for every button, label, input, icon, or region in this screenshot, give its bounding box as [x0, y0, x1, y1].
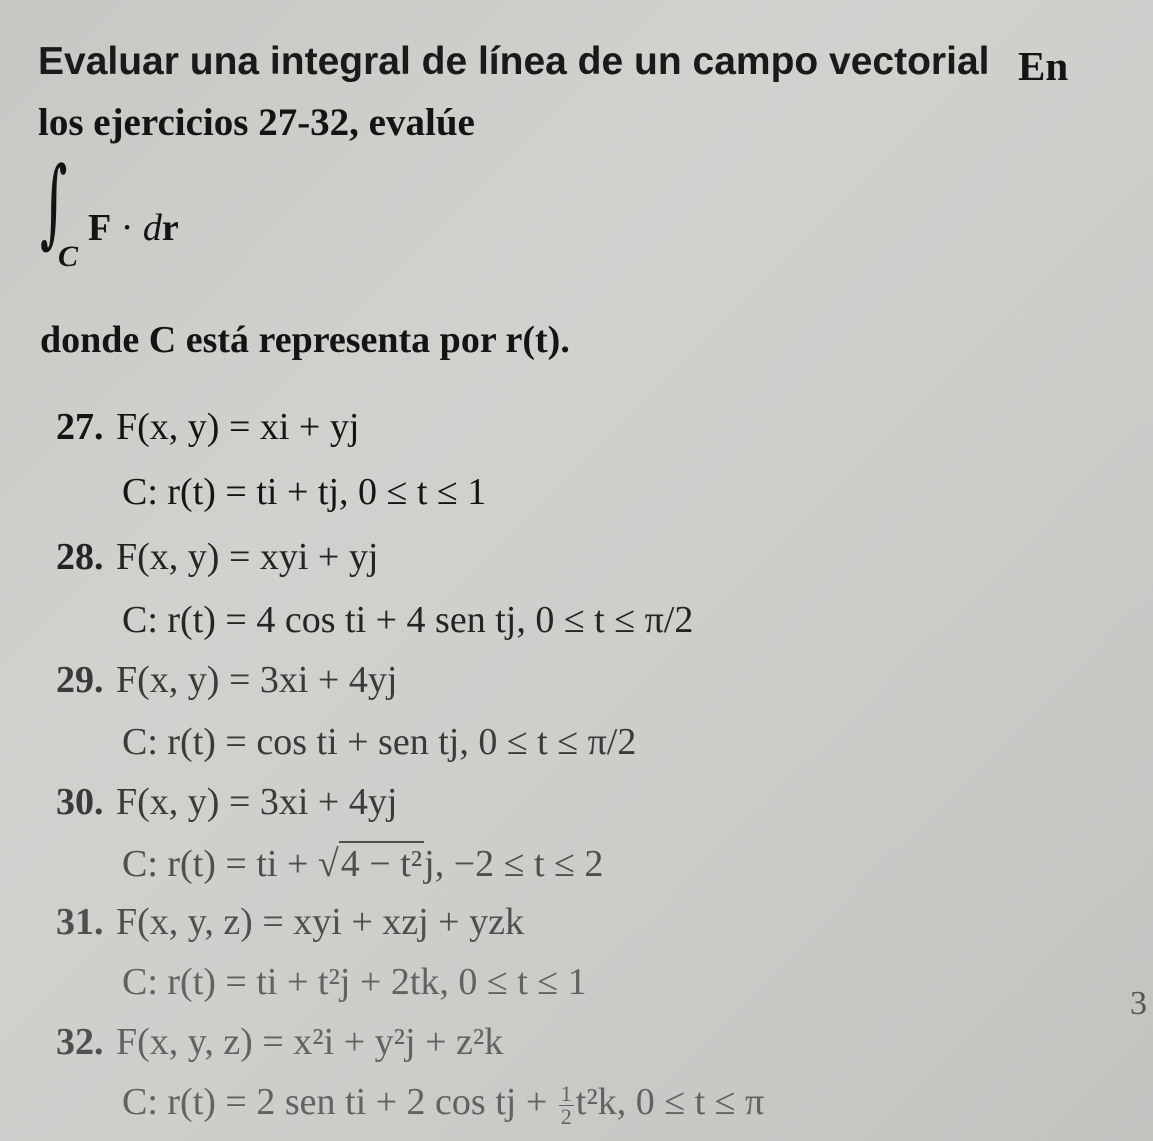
curve-part: t²k, 0 ≤ t ≤ π: [575, 1081, 765, 1123]
sqrt-radicand: 4 − t²: [340, 843, 423, 885]
integrand-F: F: [88, 207, 112, 249]
integrand-dot: ·: [111, 207, 143, 249]
fraction: [559, 1080, 574, 1129]
curve-part: j, −2 ≤ t ≤ 2: [424, 843, 604, 885]
curve-parametrization: C: r(t) = 4 cos ti + 4 sen tj, 0 ≤ t ≤ π/2: [122, 599, 694, 641]
vector-field: F(x, y, z) = xyi + xzj + yzk: [116, 901, 524, 943]
exercise-number: 28.: [56, 536, 104, 578]
curve-parametrization: C: r(t) = ti + tj, 0 ≤ t ≤ 1: [122, 471, 487, 513]
vector-field: F(x, y) = xi + yj: [116, 406, 360, 448]
section-heading-continuation: En: [1018, 43, 1069, 89]
curve-parametrization: C: r(t) = cos ti + sen tj, 0 ≤ t ≤ π/2: [122, 721, 637, 763]
fraction-denominator: 2: [560, 1103, 572, 1129]
curve-part: C: r(t) = 2 sen ti + 2 cos tj +: [122, 1081, 557, 1123]
fraction-numerator: 1: [560, 1080, 572, 1106]
section-heading: Evaluar una integral de línea de un campo vectorial: [38, 40, 990, 83]
curve-part: C: r(t) = ti +: [122, 843, 318, 885]
vector-field: F(x, y) = xyi + yj: [116, 536, 379, 578]
curve-parametrization: [122, 842, 603, 886]
exercise-number: 30.: [56, 781, 104, 823]
curve-parametrization: C: r(t) = ti + t²j + 2tk, 0 ≤ t ≤ 1: [122, 961, 587, 1003]
integrand: [88, 206, 179, 250]
vector-field: F(x, y, z) = x²i + y²j + z²k: [116, 1021, 504, 1063]
exercise-number: 31.: [56, 901, 104, 943]
curve-description: donde C está representa por r(t).: [40, 319, 570, 361]
integral-subscript: C: [58, 240, 79, 273]
integral-sign: ∫: [40, 146, 68, 258]
exercise-number: 29.: [56, 659, 104, 701]
instruction-text: los ejercicios 27-32, evalúe: [38, 101, 475, 144]
sqrt-sign: √: [317, 843, 339, 885]
integrand-d: d: [142, 207, 162, 249]
margin-mark: 3: [1130, 985, 1147, 1022]
vector-field: F(x, y) = 3xi + 4yj: [116, 659, 398, 701]
line-integral-formula: [40, 146, 260, 278]
curve-parametrization: [122, 1080, 764, 1128]
exercise-number: 32.: [56, 1021, 104, 1063]
exercise-number: 27.: [56, 406, 104, 448]
integrand-r: r: [161, 207, 179, 249]
vector-field: F(x, y) = 3xi + 4yj: [116, 781, 398, 823]
